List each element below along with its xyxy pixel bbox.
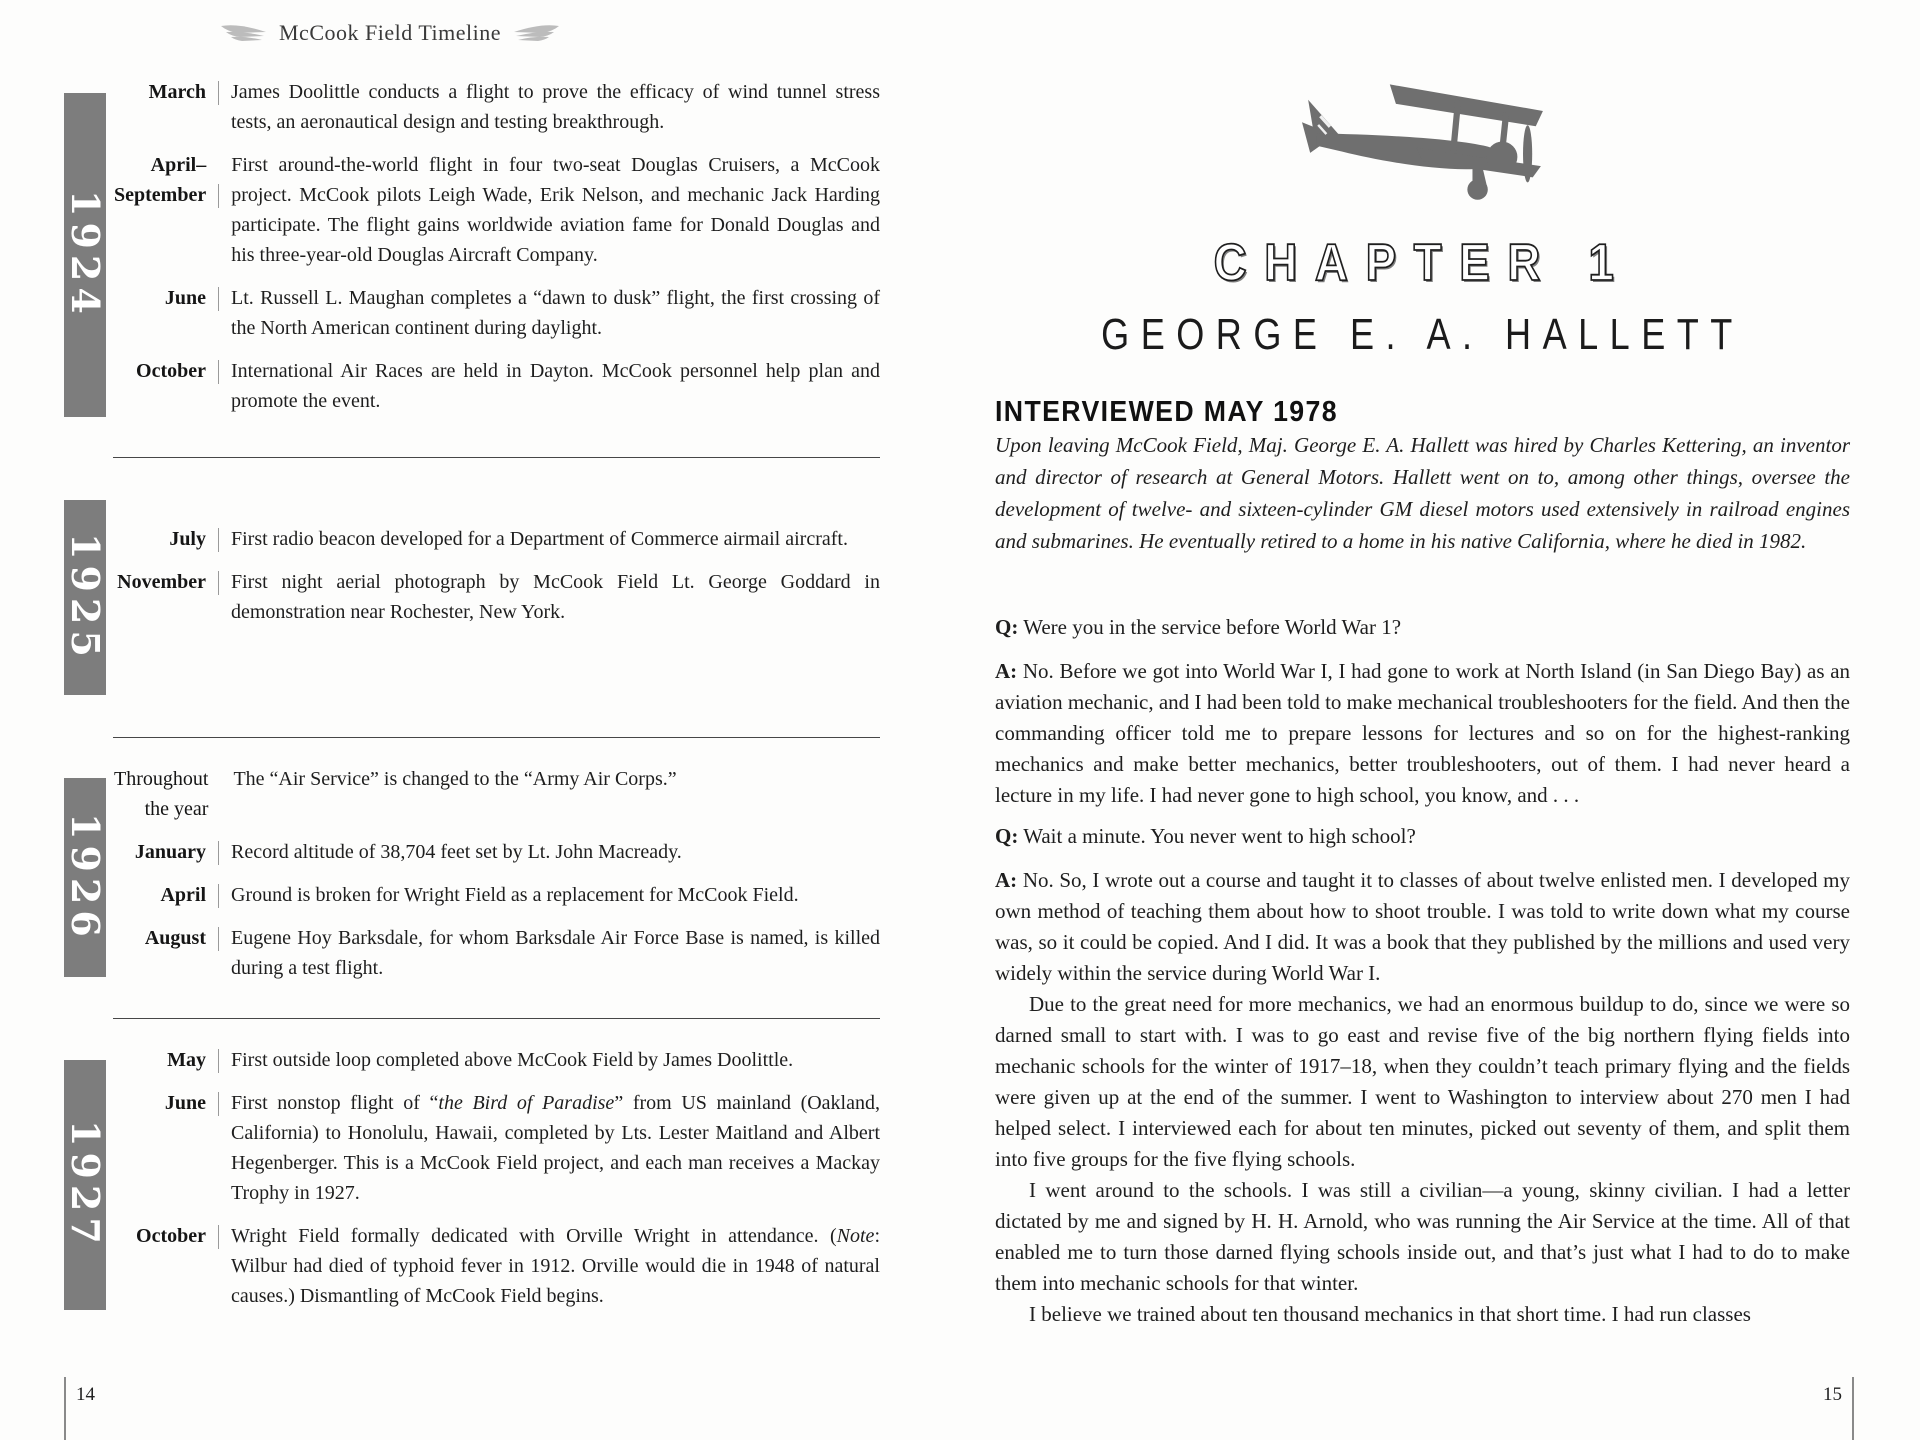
timeline-entry	[114, 1221, 880, 1311]
entry-divider	[218, 184, 219, 208]
question: Q: Wait a minute. You never went to high school?	[995, 824, 1416, 848]
year-bar-1926	[64, 778, 106, 977]
entry-text: Record altitude of 38,704 feet set by Lt. John Macready.	[231, 841, 682, 863]
entry-month: March	[148, 81, 206, 103]
year-label: 1925	[63, 532, 108, 663]
year-bar-1924	[64, 93, 106, 417]
answer: A: No. So, I wrote out a course and taught it to classes of about twelve enlisted men. I developed my own method of teaching them about how to shoot trouble. I was told to write down what my course was, so it could be copied. And I did. It was a book that they published by the millions and used very widely within the service during World War I.	[995, 868, 1851, 985]
entry-month: April– September	[114, 154, 207, 206]
chapter-name: GEORGE E. A. HALLETT	[1101, 310, 1744, 359]
entry-text: The “Air Service” is changed to the “Army Air Corps.”	[233, 768, 677, 790]
timeline-title: McCook Field Timeline	[279, 20, 501, 45]
timeline-entry	[114, 923, 880, 983]
entry-month: July	[169, 528, 206, 550]
section-separator	[113, 1018, 880, 1019]
timeline-entry	[114, 1045, 880, 1075]
entry-text: Ground is broken for Wright Field as a replacement for McCook Field.	[231, 884, 799, 906]
entry-month: August	[144, 927, 206, 949]
right-folio-rule	[1852, 1377, 1854, 1440]
body-paragraph: Due to the great need for more mechanics, we had an enormous buildup to do, since we were so darned small to start with. I was to go east and revise five of the big northern flying fields into mechanic schools for the winter of 1917–18, when they couldn’t teach primary flying and the fields were given up at the end of the summer. I went to Washington to interview about 270 men I had helped select. I interviewed each for about ten minutes, picked out seventy of them, and split them into five groups for the five flying schools.	[995, 992, 1850, 1171]
timeline-entry	[114, 283, 880, 343]
entry-divider	[218, 927, 219, 951]
timeline-section-1927	[114, 1045, 880, 1324]
wing-ornament-right-icon	[513, 23, 559, 43]
timeline-header	[180, 20, 600, 46]
year-bar-1927	[64, 1060, 106, 1310]
timeline-entry	[114, 524, 880, 554]
entry-text: First outside loop completed above McCook Field by James Doolittle.	[231, 1049, 794, 1071]
year-label: 1926	[63, 812, 108, 943]
timeline-section-1926	[114, 764, 880, 996]
timeline-entry	[114, 764, 880, 824]
right-page-number: 15	[1823, 1384, 1842, 1405]
entry-month: January	[134, 841, 206, 863]
answer: A: No. Before we got into World War I, I had gone to work at North Island (in San Diego Bay) as an aviation mechanic, and I had been told to make mechanical troubleshooters for the field. And then the commanding officer told me to prepare lessons for lectures and so on for the highest-ranking mechanics and make better mechanics, better troubleshooters, out of them. I had never heard a lecture in my life. I had never gone to high school, you know, and . . .	[995, 659, 1851, 807]
timeline-entry	[114, 356, 880, 416]
entry-divider	[218, 360, 219, 384]
chapter-intro: Upon leaving McCook Field, Maj. George E. A. Hallett was hired by Charles Kettering, an inventor and director of research at General Motors. Hallett went on to, among other things, oversee the development of twelve- and sixteen-cylinder GM diesel motors used extensively in railroad engines and submarines. He eventually retired to a home in his native California, where he died in 1982.	[995, 433, 1850, 553]
left-page-number: 14	[76, 1384, 95, 1405]
timeline-entry	[114, 880, 880, 910]
entry-text: First around-the-world flight in four two-seat Douglas Cruisers, a McCook project. McCook pilots Leigh Wade, Erik Nelson, and mechanic Jack Harding participate. The flight gains worldwide aviation fame for Donald Douglas and his three-year-old Douglas Aircraft Company.	[231, 154, 880, 266]
timeline-entry	[114, 837, 880, 867]
entry-text: First nonstop flight of “the Bird of Paradise” from US mainland (Oakland, California) to Honolulu, Hawaii, completed by Lts. Lester Maitland and Albert Hegenberger. This is a McCook Field project, and each man receives a Mackay Trophy in 1927.	[231, 1092, 880, 1204]
entry-divider	[218, 1225, 219, 1249]
question: Q: Were you in the service before World War 1?	[995, 615, 1402, 639]
entry-text: International Air Races are held in Dayton. McCook personnel help plan and promote the event.	[231, 360, 880, 412]
entry-divider	[218, 287, 219, 311]
entry-divider	[218, 1049, 219, 1073]
entry-month: October	[136, 360, 206, 382]
timeline-section-1925	[114, 524, 880, 640]
entry-month: May	[167, 1049, 206, 1071]
entry-divider	[218, 528, 219, 552]
timeline-entry	[114, 150, 880, 270]
entry-divider	[218, 571, 219, 595]
section-separator	[113, 457, 880, 458]
timeline-entry	[114, 1088, 880, 1208]
entry-month: April	[160, 884, 206, 906]
wing-ornament-left-icon	[221, 23, 267, 43]
year-label: 1924	[63, 190, 108, 320]
year-label: 1927	[63, 1120, 108, 1250]
entry-month: October	[136, 1225, 206, 1247]
year-bar-1925	[64, 500, 106, 695]
left-folio-rule	[64, 1377, 66, 1440]
entry-divider	[218, 81, 219, 105]
section-separator	[113, 737, 880, 738]
entry-text: James Doolittle conducts a flight to prove the efficacy of wind tunnel stress tests, an aeronautical design and testing breakthrough.	[231, 81, 880, 133]
entry-text: Eugene Hoy Barksdale, for whom Barksdale Air Force Base is named, is killed during a test flight.	[231, 927, 880, 979]
entry-text: Lt. Russell L. Maughan completes a “dawn to dusk” flight, the first crossing of the North American continent during daylight.	[231, 287, 880, 339]
entry-text: Wright Field formally dedicated with Orville Wright in attendance. (Note: Wilbur had died of typhoid fever in 1912. Orville would die in 1948 of natural causes.) Dismantling of McCook Field begins.	[231, 1225, 880, 1307]
biplane-illustration-icon	[1302, 70, 1547, 205]
entry-month: Throughout the year	[114, 768, 209, 820]
entry-month: November	[117, 571, 206, 593]
entry-divider	[218, 1092, 219, 1116]
entry-month: June	[164, 1092, 206, 1114]
entry-divider	[218, 841, 219, 865]
entry-text: First night aerial photograph by McCook Field Lt. George Goddard in demonstration near Rochester, New York.	[231, 571, 880, 623]
entry-divider	[218, 884, 219, 908]
body-paragraph: I believe we trained about ten thousand mechanics in that short time. I had run classes	[1029, 1302, 1751, 1326]
interview-body	[995, 612, 1850, 1330]
entry-month: June	[164, 287, 206, 309]
entry-text: First radio beacon developed for a Department of Commerce airmail aircraft.	[231, 528, 848, 550]
interview-heading: INTERVIEWED MAY 1978	[995, 396, 1338, 428]
chapter-title: CHAPTER 1	[1213, 234, 1632, 292]
timeline-entry	[114, 77, 880, 137]
timeline-entry	[114, 567, 880, 627]
timeline-section-1924	[114, 77, 880, 429]
body-paragraph: I went around to the schools. I was still a civilian—a young, skinny civilian. I had a letter dictated by me and signed by H. H. Arnold, who was running the Air Service at the time. All of that enabled me to turn those darned flying schools inside out, and that’s just what I had to do to make them into mechanic schools for that winter.	[995, 1178, 1850, 1295]
